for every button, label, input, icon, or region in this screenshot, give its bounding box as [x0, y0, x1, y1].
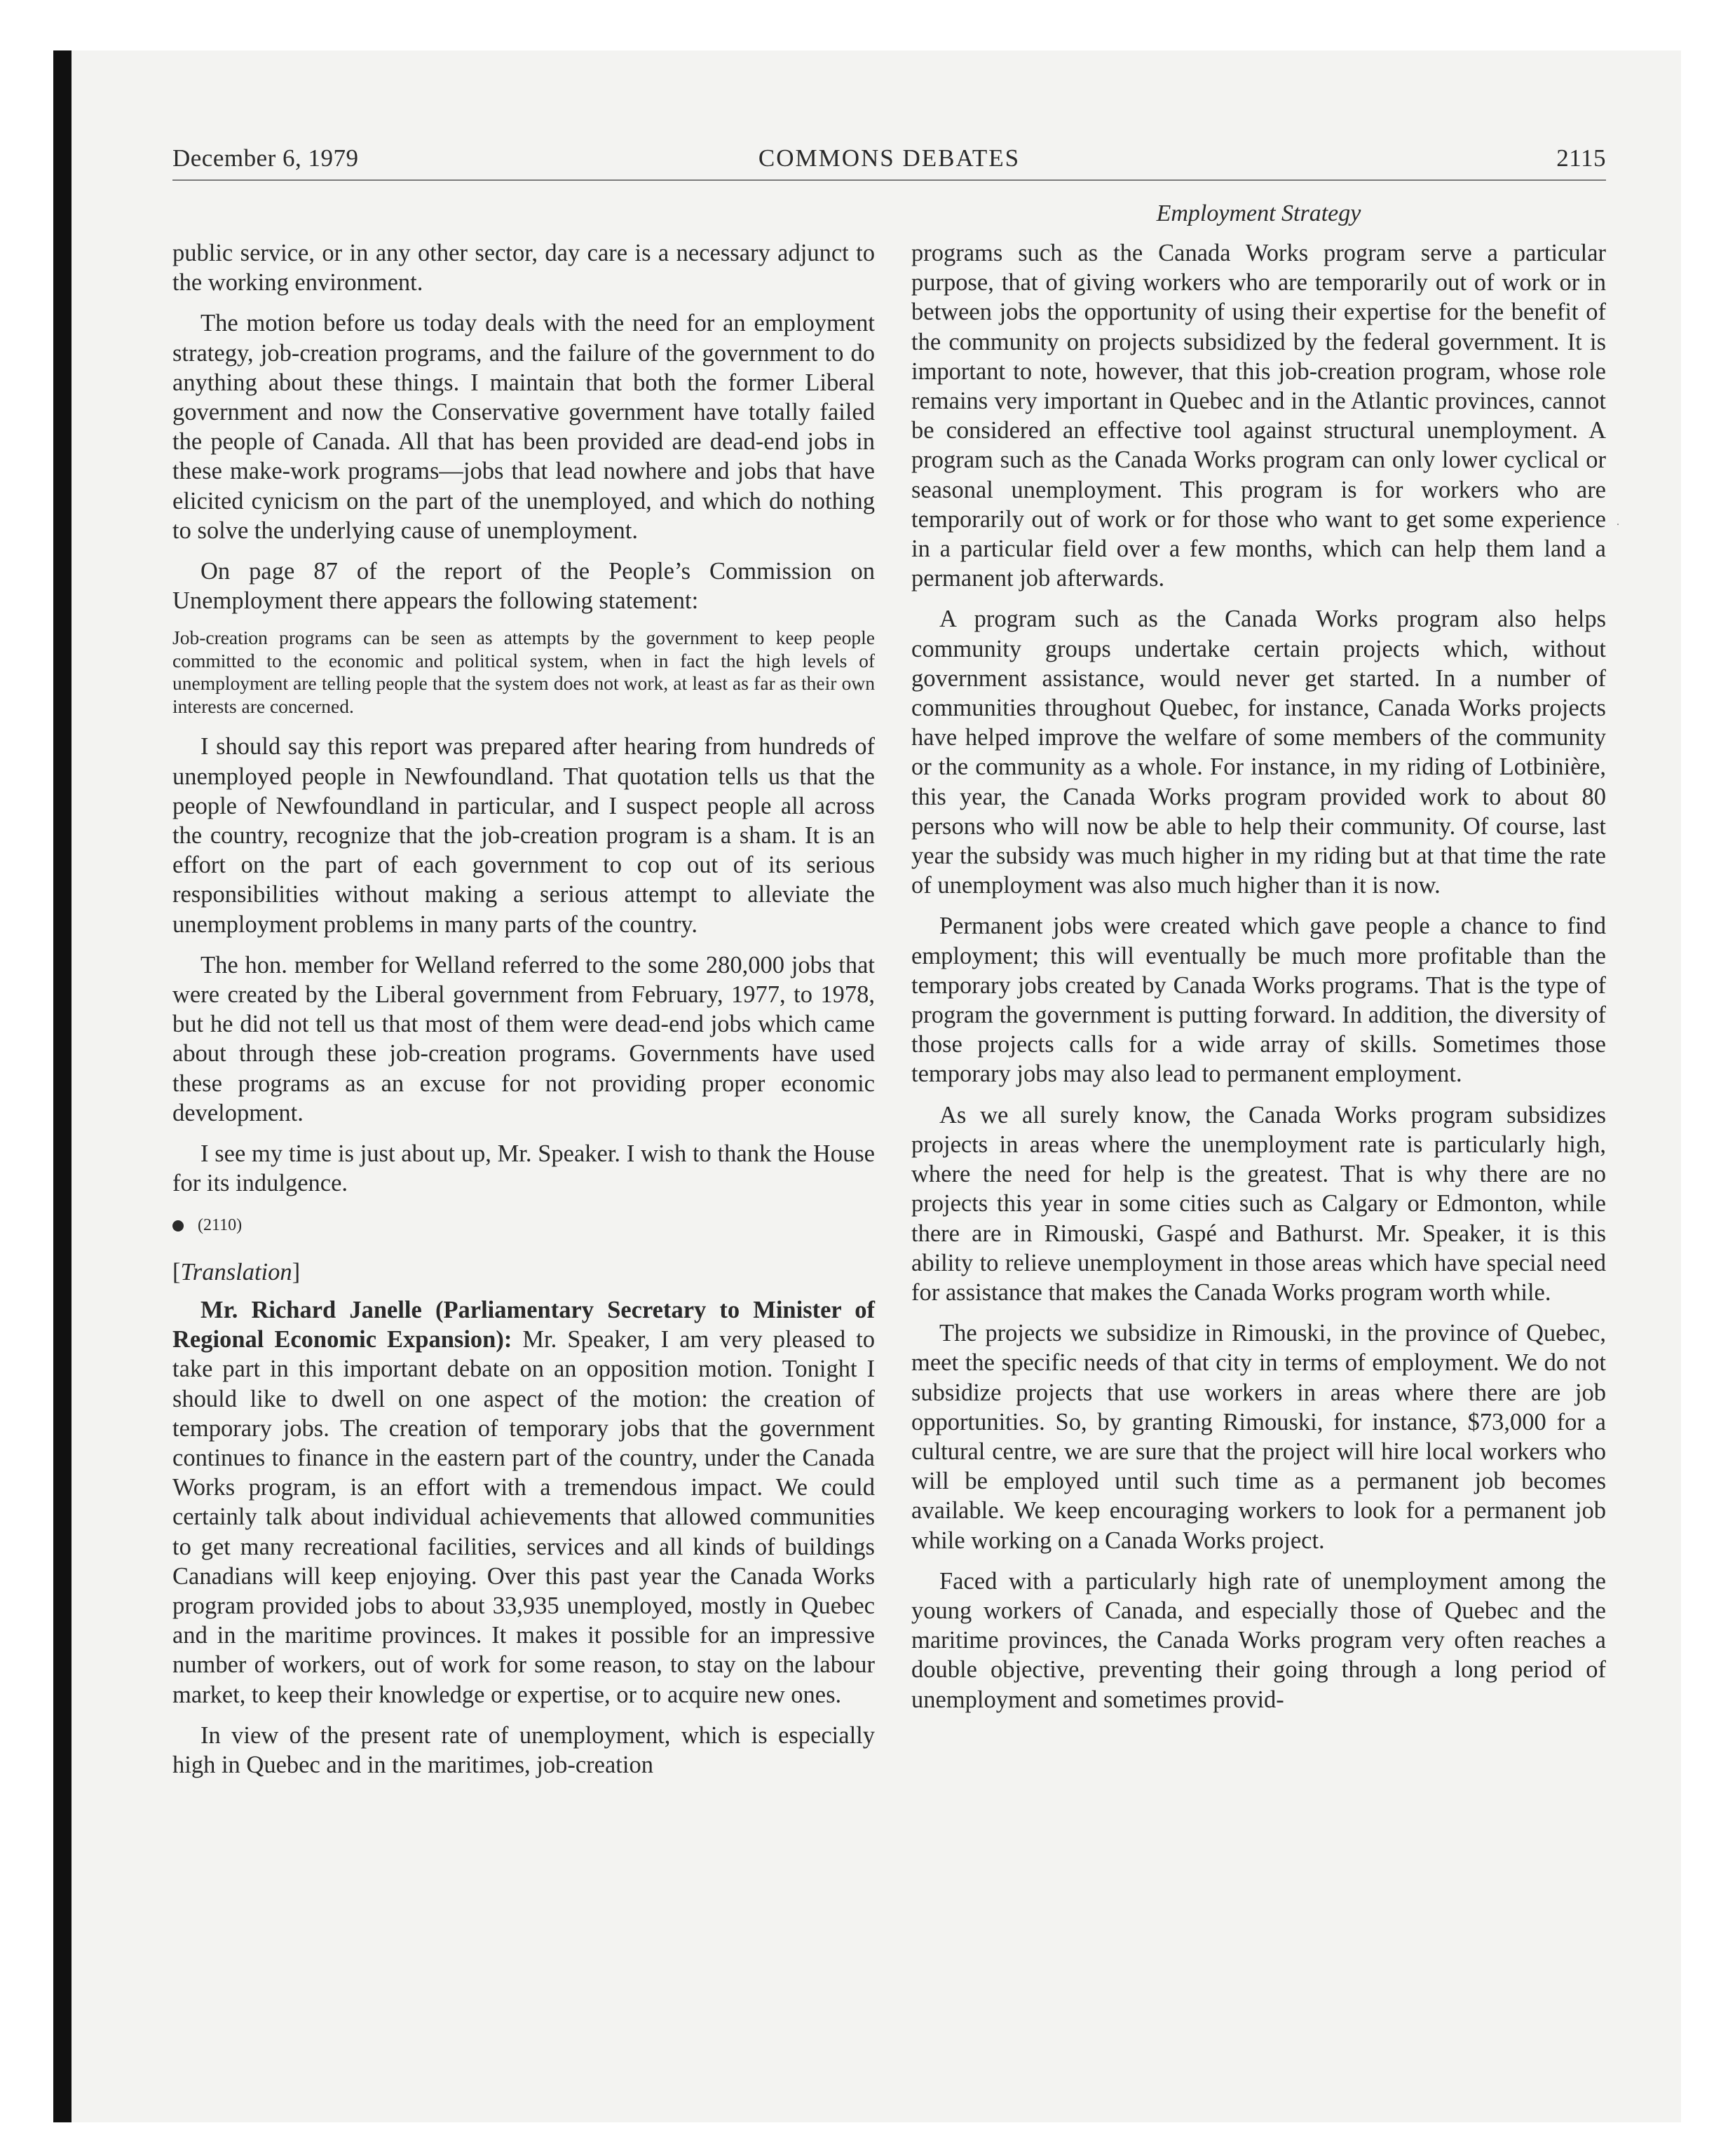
- left-paragraph-5: The hon. member for Welland referred to the some 280,000 jobs that were created by the Liberal government from February, 1977, to 1978, but he did not tell us that most of them were dead-end jobs which came about through these job-creation programs. Governments have used these programs as an excuse for not providing proper economic development.: [172, 951, 875, 1126]
- left-paragraph-4: I should say this report was prepared after hearing from hundreds of unemployed people in Newfoundland. That quotation tells us that the people of Newfoundland in particular, and I suspect people all across the country, recognize that the job-creation program is a sham. It is an effort on the part of each government to cop out of its serious responsibilities without making a serious attempt to alleviate the unemployment problems in many parts of the country.: [172, 733, 875, 938]
- header-rule: [172, 179, 1606, 181]
- header-page-number: 2115: [1556, 144, 1606, 172]
- right-paragraph-2: A program such as the Canada Works program also helps community groups undertake certain projects which, without government assistance, would never get started. In a number of communities throughout Quebec, for instance, Canada Works projects have helped improve the welfare of some members of the community or the community as a whole. For instance, in my riding of Lotbinière, this year, the Canada Works program provided work to about 80 persons who will now be able to help their community. Of course, last year the subsidy was much higher in my riding but at that time the rate of unemployment was also much higher than it is now.: [911, 606, 1606, 899]
- scan-shadow-edge: [53, 50, 72, 2122]
- left-paragraph-2: The motion before us today deals with the need for an employment strategy, job-creation programs, and the failure of the government to do anything about these things. I maintain that both the former Liberal government and now the Conservative government have totally failed the people of Canada. All that has been provided are dead-end jobs in these make-work programs—jobs that lead nowhere and jobs that have elicited cynicism on the part of the unemployed, and which do nothing to solve the underlying cause of unemployment.: [172, 310, 875, 544]
- right-paragraph-1: programs such as the Canada Works program serve a particular purpose, that of giving workers who are temporarily out of work or in between jobs the opportunity of using their expertise for the benefit of the community on projects subsidized by the federal government. It is important to note, however, that this job-creation program, whose role remains very important in Quebec and in the Atlantic provinces, cannot be considered an effective tool against structural unemployment. A program such as the Canada Works program can only lower cyclical or seasonal unemployment. This program is for workers who are temporarily out of work or for those who want to get some experience in a particular field over a few months, which can help them land a permanent job afterwards.: [911, 240, 1606, 592]
- left-paragraph-1: public service, or in any other sector, day care is a necessary adjunct to the working environment.: [172, 240, 875, 296]
- speaker-paragraph: [172, 1295, 875, 1710]
- speaker-speech: Mr. Speaker, I am very pleased to take part in this important debate on an opposition motion. Tonight I should like to dwell on one aspect of the motion: the creation of temporary jobs. The creation of temporary jobs that the government continues to finance in the eastern part of the country, under the Canada Works program, is an effort with a tremendous impact. We could certainly talk about individual achievements that allowed communities to get many recreational facilities, services and all kinds of buildings Canadians will keep enjoying. Over this past year the Canada Works program provided jobs to about 33,935 unemployed, mostly in Quebec and in the maritime provinces. It makes it possible for an impressive number of workers, out of work for some reason, to stay on the labour market, to keep their knowledge or expertise, or to acquire new ones.: [172, 1326, 876, 1708]
- left-column: [172, 238, 875, 1791]
- right-column: [911, 238, 1606, 1726]
- right-paragraph-3: Permanent jobs were created which gave people a chance to find employment; this will eventually be much more profitable than the temporary jobs created by Canada Works programs. That is the type of program the government is putting forward. In addition, the diversity of those projects calls for a wide array of skills. Sometimes those temporary jobs may also lead to permanent employment.: [911, 913, 1606, 1088]
- page-header: [172, 144, 1606, 181]
- translation-label-text: Translation: [180, 1258, 292, 1285]
- translation-label: [Translation]: [172, 1258, 301, 1285]
- scan-speck: [1616, 521, 1620, 525]
- speaker-name: Mr. Richard Janelle (Parliamentary Secretary to Minister of Regional Economic Expansion):: [172, 1296, 875, 1353]
- left-paragraph-6: I see my time is just about up, Mr. Speaker. I wish to thank the House for its indulgence.: [172, 1140, 875, 1197]
- time-marker: [172, 1210, 875, 1240]
- right-paragraph-6: Faced with a particularly high rate of unemployment among the young workers of Canada, and especially those of Quebec and the maritime provinces, the Canada Works program very often reaches a double objective, preventing their going through a long period of unemployment and sometimes provid-: [911, 1567, 1606, 1713]
- right-paragraph-5: The projects we subsidize in Rimouski, in the province of Quebec, meet the specific needs of that city in terms of employment. We do not subsidize projects that use workers in areas where there are job opportunities. So, by granting Rimouski, for instance, $73,000 for a cultural centre, we are sure that the project will hire local workers who will be employed until such time as a permanent job becomes available. We keep encouraging workers to look for a permanent job while working on a Canada Works project.: [911, 1320, 1606, 1554]
- running-head: Employment Strategy: [1156, 200, 1361, 226]
- quoted-statement: Job-creation programs can be seen as attempts by the government to keep people committed to the economic and political system, when in fact the high levels of unemployment are telling people that the system does not work, at least as far as their own interests are concerned.: [172, 627, 875, 717]
- right-paragraph-4: As we all surely know, the Canada Works program subsidizes projects in areas where the unemployment rate is particularly high, where the need for help is the greatest. That is why there are no projects this year in some cities such as Calgary or Edmonton, while there are in Rimouski, Gaspé and Bathurst. Mr. Speaker, it is this ability to relieve unemployment in those areas which have special need for assistance that makes the Canada Works program worth while.: [911, 1101, 1606, 1306]
- left-paragraph-3: On page 87 of the report of the People’s Commission on Unemployment there appears the following statement:: [172, 558, 875, 615]
- header-title: COMMONS DEBATES: [758, 144, 1021, 172]
- left-paragraph-8: In view of the present rate of unemployment, which is especially high in Quebec and in the maritimes, job-creation: [172, 1721, 875, 1778]
- header-date: December 6, 1979: [172, 144, 359, 172]
- time-marker-text: (2110): [198, 1216, 243, 1235]
- bullet-icon: [172, 1220, 184, 1231]
